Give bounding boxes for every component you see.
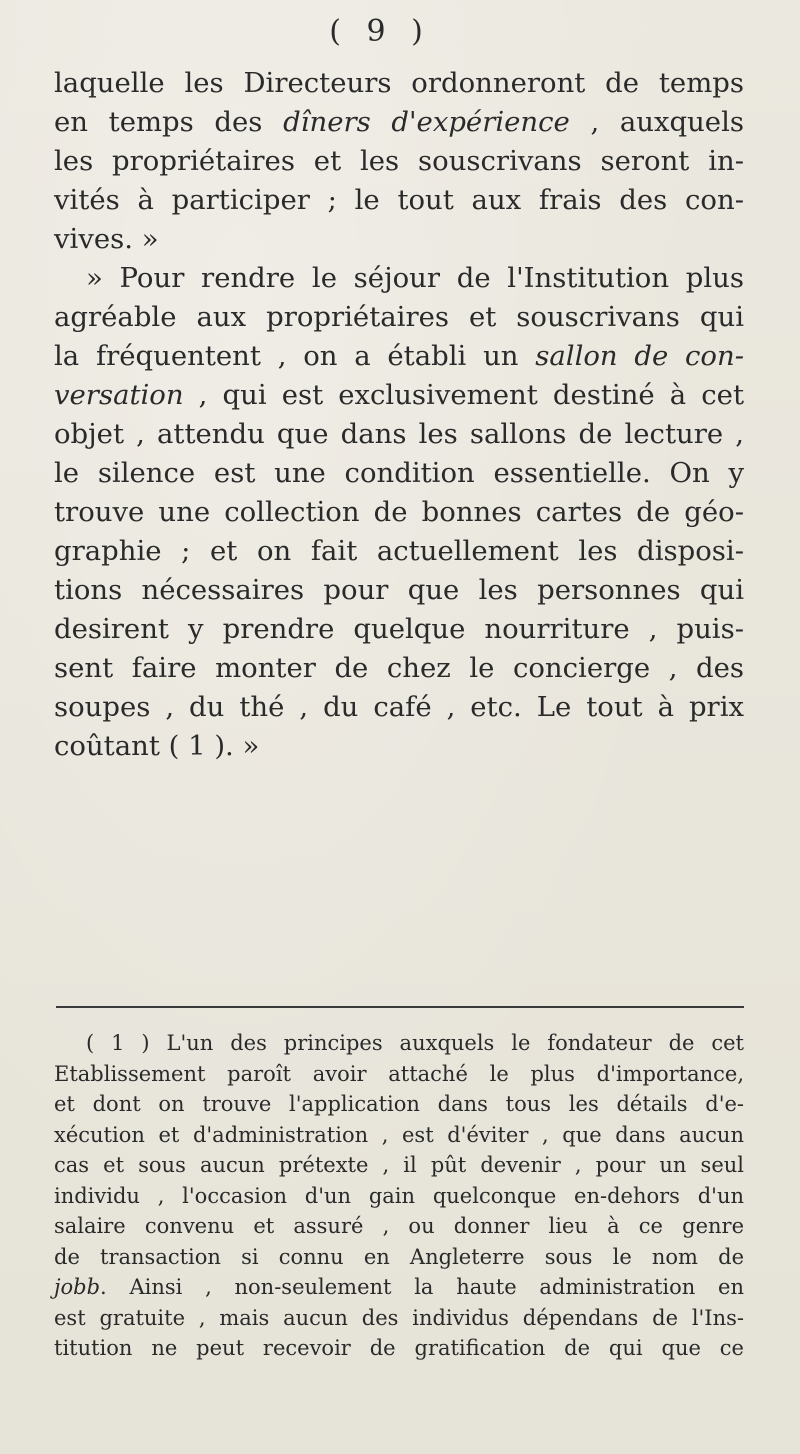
text-line: objet , attendu que dans les sallons de lecture ,	[54, 418, 744, 450]
footnote-line: ( 1 ) L'un des principes auxquels le fondateur de cet	[86, 1031, 744, 1055]
text-line: les propriétaires et les souscrivans seront in-	[54, 145, 744, 177]
footnote-line	[54, 1272, 744, 1303]
text-line: soupes , du thé , du café , etc. Le tout à prix	[54, 691, 744, 723]
italic-phrase: sallon de con-	[535, 340, 744, 372]
text-run: , qui est exclusivement destiné à cet	[183, 379, 744, 411]
text-line: coûtant ( 1 ). »	[54, 730, 260, 762]
footnote-line: de transaction si connu en Angleterre sous le nom de	[54, 1244, 744, 1269]
text-run: la fréquentent , on a établi un	[54, 340, 536, 372]
footnote-line: titution ne peut recevoir de gratification de qui que ce	[54, 1336, 744, 1360]
page-number: ( 9 )	[329, 14, 431, 49]
text-line: vives. »	[54, 223, 159, 255]
text-line: laquelle les Directeurs ordonneront de temps	[54, 67, 744, 99]
italic-phrase: versation	[54, 379, 184, 411]
text-line: vités à participer ; le tout aux frais des con-	[54, 184, 744, 216]
footnote-line: cas et sous aucun prétexte , il pût devenir , pour un seul	[54, 1153, 744, 1177]
text-line: desirent y prendre quelque nourriture , puis-	[54, 613, 744, 645]
main-text-block	[54, 64, 744, 766]
text-line: le silence est une condition essentielle. On y	[54, 457, 744, 489]
text-line: graphie ; et on fait actuellement les disposi-	[54, 535, 744, 567]
footnote-block	[54, 1028, 744, 1364]
italic-phrase: jobb	[54, 1275, 101, 1299]
text-line	[54, 337, 744, 376]
text-run: . Ainsi , non-seulement la haute administration en	[100, 1275, 744, 1299]
text-run: , auxquels	[569, 106, 744, 138]
text-line: tions nécessaires pour que les personnes qui	[54, 574, 744, 606]
footnote-line: Etablissement paroît avoir attaché le plus d'importance,	[54, 1061, 744, 1086]
footnote-divider	[56, 1006, 744, 1008]
text-line	[54, 376, 744, 415]
footnote-line: individu , l'occasion d'un gain quelconque en-dehors d'un	[54, 1183, 744, 1208]
footnote-line: est gratuite , mais aucun des individus dépendans de l'Ins-	[54, 1305, 744, 1330]
text-line: sent faire monter de chez le concierge , des	[54, 652, 744, 684]
text-line	[54, 103, 744, 142]
footnote-line: et dont on trouve l'application dans tous les détails d'e-	[54, 1092, 744, 1116]
footnote-line: xécution et d'administration , est d'éviter , que dans aucun	[54, 1122, 744, 1147]
text-run: en temps des	[54, 106, 284, 138]
text-line: trouve une collection de bonnes cartes de géo-	[54, 496, 744, 528]
text-line: agréable aux propriétaires et souscrivans qui	[54, 301, 744, 333]
text-line: » Pour rendre le séjour de l'Institution plus	[86, 262, 744, 294]
footnote-line: salaire convenu et assuré , ou donner lieu à ce genre	[54, 1214, 744, 1238]
italic-phrase: dîners d'expérience	[283, 106, 570, 138]
